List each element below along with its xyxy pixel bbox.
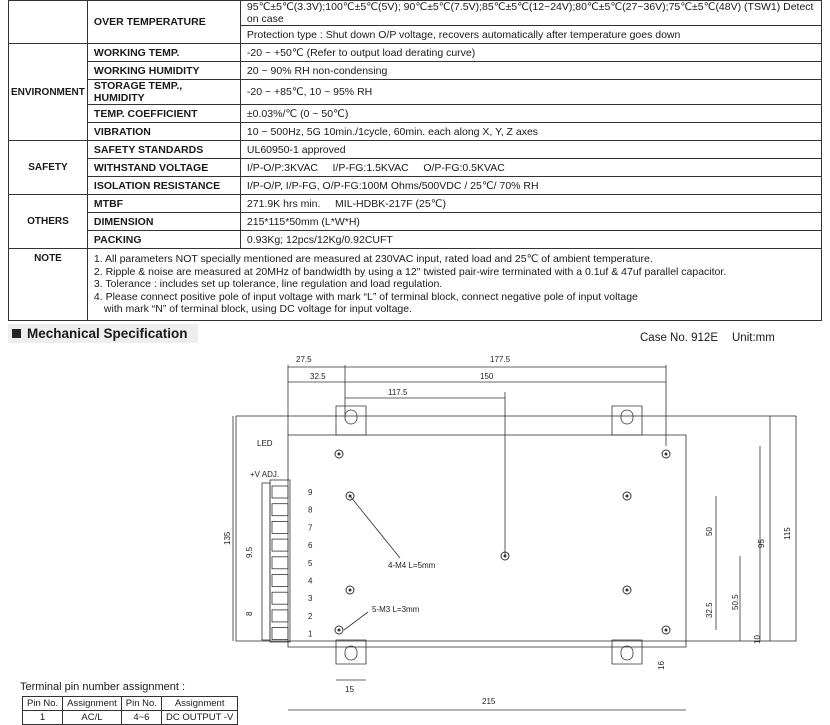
dim-27-5: 27.5 [296, 355, 312, 364]
case-number: Case No. 912E [640, 332, 718, 344]
dim-32-5-vertical: 32.5 [705, 602, 714, 618]
note-line: 2. Ripple & noise are measured at 20MHz of bandwidth by using a 12" twisted pair-wire terminated with a 0.1uf & 47uf parallel capacitor. [93, 265, 727, 278]
spec-table [8, 0, 822, 321]
m4-callout: 4-M4 L=5mm [388, 561, 436, 570]
dim-32-5: 32.5 [310, 372, 326, 381]
dim-8: 8 [245, 611, 254, 616]
note-line: 4. Please connect positive pole of input voltage with mark “L” of terminal block, connect negative pole of input voltage [93, 290, 638, 303]
terminal-pin-number: 2 [308, 611, 313, 621]
pin-cell: 4~6 [121, 711, 161, 725]
dim-9-5: 9.5 [245, 546, 254, 558]
mechanical-spec-title: Mechanical Specification [27, 326, 188, 341]
dim-50: 50 [705, 527, 714, 536]
safety-category: SAFETY [9, 141, 88, 195]
terminal-screw [272, 610, 288, 622]
mount-slot [621, 646, 633, 660]
mechanical-drawing [0, 340, 830, 719]
environment-category: ENVIRONMENT [9, 44, 88, 141]
terminal-screw [272, 486, 288, 498]
spec-name: DIMENSION [87, 213, 240, 231]
spec-value: 271.9K hrs min. MIL-HDBK-217F (25℃) [240, 195, 821, 213]
note-text [87, 249, 821, 321]
mount-tab [612, 640, 642, 664]
spec-value: I/P-O/P:3KVAC I/P-FG:1.5KVAC O/P-FG:0.5KVAC [240, 159, 821, 177]
led-label: LED [257, 439, 273, 448]
square-bullet-icon [12, 329, 21, 338]
terminal-pin-number: 8 [308, 505, 313, 515]
mount-slot [621, 410, 633, 424]
spec-name: TEMP. COEFFICIENT [87, 105, 240, 123]
terminal-block-side [262, 483, 270, 640]
over-temperature-label: OVER TEMPERATURE [87, 1, 240, 44]
spec-value: I/P-O/P, I/P-FG, O/P-FG:100M Ohms/500VDC / 25℃/ 70% RH [240, 177, 821, 195]
spec-name: MTBF [87, 195, 240, 213]
protection-category [9, 1, 88, 44]
mount-tab [336, 640, 366, 664]
note-line: with mark “N” of terminal block, using DC voltage for input voltage. [103, 303, 413, 315]
dim-16: 16 [657, 661, 666, 670]
others-category: OTHERS [9, 195, 88, 249]
terminal-pin-number: 7 [308, 523, 313, 533]
note-line: 1. All parameters NOT specially mentioned are measured at 230VAC input, rated load and 25℃ of ambient temperature. [93, 253, 653, 265]
dim-177-5: 177.5 [490, 355, 511, 364]
terminal-screw [272, 521, 288, 533]
terminal-pin-table [22, 696, 238, 725]
terminal-screw [272, 575, 288, 587]
spec-name: WORKING TEMP. [87, 44, 240, 62]
dim-215: 215 [482, 697, 496, 706]
spec-name: ISOLATION RESISTANCE [87, 177, 240, 195]
dim-15: 15 [345, 685, 354, 694]
chassis-outline [288, 435, 686, 647]
note-line: 3. Tolerance : includes set up tolerance, line regulation and load regulation. [93, 278, 443, 290]
pin-header: Assignment [161, 697, 237, 711]
dim-117-5: 117.5 [388, 388, 408, 397]
pin-header: Pin No. [23, 697, 63, 711]
terminal-pin-number: 1 [308, 629, 313, 639]
spec-name: SAFETY STANDARDS [87, 141, 240, 159]
terminal-block [270, 480, 290, 642]
spec-value: 20 ~ 90% RH non-condensing [240, 62, 821, 80]
spec-value: 0.93Kg; 12pcs/12Kg/0.92CUFT [240, 231, 821, 249]
spec-value: UL60950-1 approved [240, 141, 821, 159]
dim-10: 10 [753, 635, 762, 644]
terminal-screw [272, 592, 288, 604]
dim-135: 135 [223, 531, 232, 545]
dim-95: 95 [757, 539, 766, 548]
spec-value: 215*115*50mm (L*W*H) [240, 213, 821, 231]
dim-50-5: 50.5 [731, 594, 740, 610]
pin-header: Assignment [63, 697, 122, 711]
pin-cell: 1 [23, 711, 63, 725]
dim-115: 115 [783, 527, 792, 540]
note-category: NOTE [9, 249, 88, 321]
spec-name: WITHSTAND VOLTAGE [87, 159, 240, 177]
vadj-label: +V ADJ. [250, 470, 280, 479]
dim-150: 150 [480, 372, 494, 381]
terminal-screw [272, 539, 288, 551]
terminal-pin-number: 4 [308, 576, 313, 586]
terminal-screw [272, 628, 288, 640]
spec-value: 10 ~ 500Hz, 5G 10min./1cycle, 60min. each along X, Y, Z axes [240, 123, 821, 141]
over-temperature-value: 95℃±5℃(3.3V);100℃±5℃(5V); 90℃±5℃(7.5V);85℃±5℃(12~24V);80℃±5℃(27~36V);75℃±5℃(48V) (TSW1) Detect on case [240, 1, 821, 26]
terminal-screw [272, 557, 288, 569]
spec-name: PACKING [87, 231, 240, 249]
unit-label: Unit:mm [732, 332, 775, 344]
pin-cell: AC/L [63, 711, 122, 725]
spec-value: ±0.03%/℃ (0 ~ 50℃) [240, 105, 821, 123]
mount-slot [345, 410, 357, 424]
terminal-pin-number: 9 [308, 488, 313, 497]
m3-callout: 5-M3 L=3mm [372, 605, 420, 614]
terminal-pin-number: 6 [308, 541, 313, 551]
mount-slot [345, 646, 357, 660]
pin-cell: DC OUTPUT -V [161, 711, 237, 725]
spec-name: WORKING HUMIDITY [87, 62, 240, 80]
terminal-caption: Terminal pin number assignment : [20, 681, 186, 693]
over-temperature-protection-type: Protection type : Shut down O/P voltage, recovers automatically after temperature goes down [240, 26, 821, 44]
spec-value: -20 ~ +50℃ (Refer to output load derating curve) [240, 44, 821, 62]
terminal-screw [272, 504, 288, 516]
spec-value: -20 ~ +85℃, 10 ~ 95% RH [240, 80, 821, 105]
spec-name: VIBRATION [87, 123, 240, 141]
spec-name: STORAGE TEMP., HUMIDITY [87, 80, 240, 105]
terminal-pin-number: 3 [308, 594, 313, 604]
pin-header: Pin No. [121, 697, 161, 711]
terminal-pin-number: 5 [308, 558, 313, 568]
